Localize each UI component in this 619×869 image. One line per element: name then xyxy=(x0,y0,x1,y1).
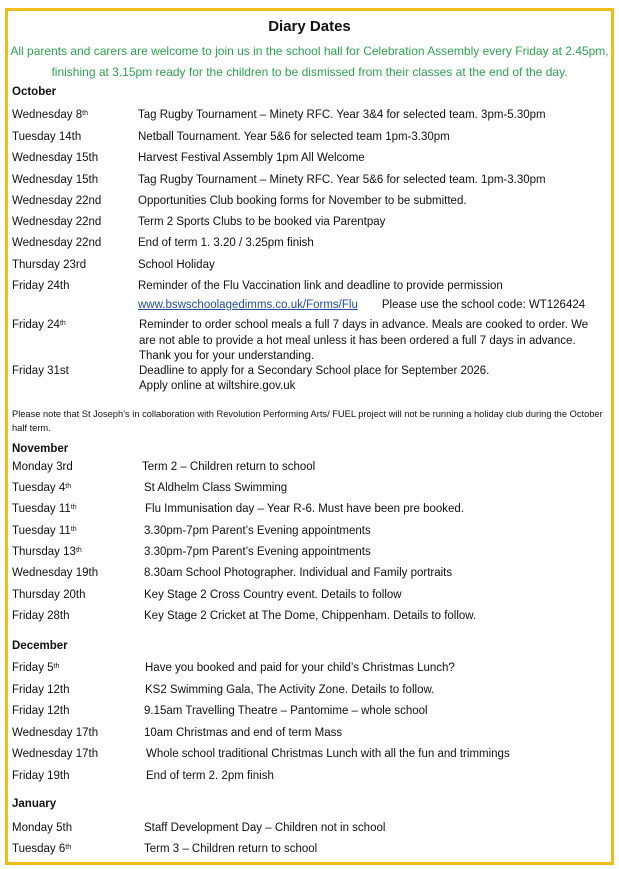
event-description: Harvest Festival Assembly 1pm All Welcome xyxy=(138,152,365,164)
event-date: Friday 24th xyxy=(12,319,66,331)
event-description: 3.30pm-7pm Parent’s Evening appointments xyxy=(144,546,371,558)
event-date: Friday 31st xyxy=(12,365,69,377)
event-description: Reminder to order school meals a full 7 days in advance. Meals are cooked to order. We are not able to provide a hot meal unless it has been ordered a full 7 days in advance. Thank you for your understanding. xyxy=(139,319,589,362)
event-description: Key Stage 2 Cricket at The Dome, Chippenham. Details to follow. xyxy=(144,610,477,622)
event-date: Tuesday 11th xyxy=(12,525,77,537)
event-date: Tuesday 6th xyxy=(12,843,72,855)
event-description: Term 2 Sports Clubs to be booked via Parentpay xyxy=(138,216,386,228)
event-date: Friday 5th xyxy=(12,662,60,674)
event-description: Tag Rugby Tournament – Minety RFC. Year 5&6 for selected team. 1pm-3.30pm xyxy=(138,174,546,186)
event-date: Tuesday 11th xyxy=(12,503,77,515)
event-date: Wednesday 15th xyxy=(12,174,99,186)
event-description: Term 3 – Children return to school xyxy=(144,843,318,855)
month-heading-november: November xyxy=(12,443,69,455)
event-description: Tag Rugby Tournament – Minety RFC. Year 3&4 for selected team. 3pm-5.30pm xyxy=(138,109,546,121)
secondary-deadline-text: Deadline to apply for a Secondary School place for September 2026. xyxy=(139,365,490,377)
event-description: School Holiday xyxy=(138,259,215,271)
event-date: Thursday 20th xyxy=(12,589,86,601)
month-heading-december: December xyxy=(12,640,68,652)
event-date: Friday 12th xyxy=(12,684,70,696)
event-date: Monday 5th xyxy=(12,822,73,834)
event-date: Monday 3rd xyxy=(12,461,73,473)
event-description: Term 2 – Children return to school xyxy=(142,461,316,473)
event-description: Staff Development Day – Children not in school xyxy=(144,822,386,834)
event-description xyxy=(138,279,605,313)
event-date: Tuesday 4th xyxy=(12,482,72,494)
event-description: 3.30pm-7pm Parent’s Evening appointments xyxy=(144,525,371,537)
apply-online-text: Apply online at wiltshire.gov.uk xyxy=(139,380,296,392)
event-description xyxy=(139,364,605,394)
event-date: Wednesday 22nd xyxy=(12,237,102,249)
event-description: Netball Tournament. Year 5&6 for selected team 1pm-3.30pm xyxy=(138,131,450,143)
event-description: Key Stage 2 Cross Country event. Details to follow xyxy=(144,589,402,601)
event-description: Opportunities Club booking forms for November to be submitted. xyxy=(138,195,467,207)
school-code-text: Please use the school code: WT126424 xyxy=(381,299,586,311)
holiday-club-note: Please note that St Joseph’s in collaboration with Revolution Performing Arts/ FUEL project will not be running a holiday club during the October half term. xyxy=(12,409,603,433)
intro-line-2: finishing at 3.15pm ready for the children to be dismissed from their classes at the end of the day. xyxy=(51,65,568,79)
month-heading-october: October xyxy=(12,86,57,98)
event-description: St Aldhelm Class Swimming xyxy=(144,482,288,494)
event-date: Thursday 13th xyxy=(12,546,82,558)
event-date: Tuesday 14th xyxy=(12,131,82,143)
event-row xyxy=(12,279,605,315)
event-description: End of term 2. 2pm finish xyxy=(146,770,274,782)
event-description: Have you booked and paid for your child’s Christmas Lunch? xyxy=(145,662,455,674)
event-date: Friday 19th xyxy=(12,770,70,782)
event-description: 10am Christmas and end of term Mass xyxy=(144,727,343,739)
event-description: 8.30am School Photographer. Individual and Family portraits xyxy=(144,567,453,579)
event-date: Wednesday 8th xyxy=(12,109,88,121)
event-date: Wednesday 17th xyxy=(12,748,99,760)
event-date: Wednesday 19th xyxy=(12,567,99,579)
intro-line-1: All parents and carers are welcome to join us in the school hall for Celebration Assembly every Friday at 2.45pm, xyxy=(10,44,609,58)
event-row xyxy=(12,318,605,363)
event-description: End of term 1. 3.20 / 3.25pm finish xyxy=(138,237,314,249)
intro-text xyxy=(8,41,611,83)
event-description: Flu Immunisation day – Year R-6. Must have been pre booked. xyxy=(145,503,464,515)
month-heading-january: January xyxy=(12,798,57,810)
event-date: Wednesday 22nd xyxy=(12,195,102,207)
event-row xyxy=(12,364,605,394)
event-date: Friday 24th xyxy=(12,280,70,292)
event-description: KS2 Swimming Gala, The Activity Zone. Details to follow. xyxy=(145,684,435,696)
diary-dates-panel xyxy=(5,8,614,865)
event-date: Wednesday 22nd xyxy=(12,216,102,228)
flu-reminder-text: Reminder of the Flu Vaccination link and deadline to provide permission xyxy=(138,280,503,292)
event-description: 9.15am Travelling Theatre – Pantomime – whole school xyxy=(144,705,428,717)
page-title: Diary Dates xyxy=(268,18,351,35)
event-date: Friday 28th xyxy=(12,610,70,622)
event-date: Wednesday 17th xyxy=(12,727,99,739)
event-date: Thursday 23rd xyxy=(12,259,87,271)
event-date: Friday 12th xyxy=(12,705,70,717)
flu-vaccination-link[interactable]: www.bswschoolagedimms.co.uk/Forms/Flu xyxy=(138,299,358,311)
event-date: Wednesday 15th xyxy=(12,152,99,164)
event-description: Whole school traditional Christmas Lunch with all the fun and trimmings xyxy=(146,748,510,760)
